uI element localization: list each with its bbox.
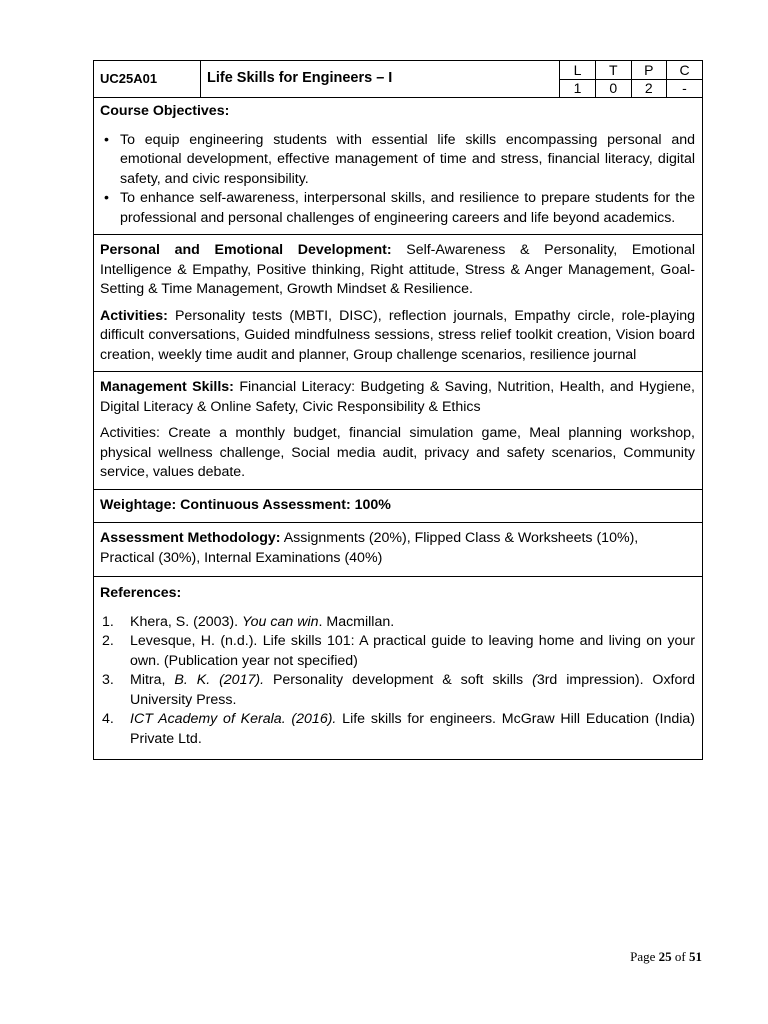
personal-row xyxy=(94,235,703,372)
course-title: Life Skills for Engineers – I xyxy=(201,61,560,98)
assessment-label: Assessment Methodology: xyxy=(100,530,281,546)
assessment-text: Assignments (20%), Flipped Class & Worksheets (10%), Practical (30%), Internal Examinations (40%) xyxy=(100,530,639,566)
ltpc-value-l: 1 xyxy=(573,80,582,97)
references-heading: References: xyxy=(100,585,182,601)
reference-text: 3rd impression). Oxford University Press. xyxy=(130,672,696,708)
reference-item xyxy=(102,632,695,671)
reference-item xyxy=(102,671,696,710)
page-total: 51 xyxy=(689,949,702,964)
ltpc-label-p: P xyxy=(631,61,667,79)
reference-number: 4. xyxy=(102,711,114,727)
personal-activities-label: Activities: xyxy=(100,307,168,324)
reference-number: 1. xyxy=(102,613,114,630)
references-list xyxy=(100,613,695,750)
ltpc-grid xyxy=(560,61,702,97)
references-row xyxy=(94,577,703,760)
weightage-text: Weightage: Continuous Assessment: 100% xyxy=(100,496,391,513)
reference-text: ( xyxy=(532,672,537,688)
weightage-cell xyxy=(94,489,703,523)
objectives-cell xyxy=(94,98,703,235)
management-paragraph xyxy=(100,378,695,417)
personal-activities xyxy=(100,307,695,366)
reference-text: Mitra, xyxy=(130,672,175,688)
ltpc-value-p: 2 xyxy=(631,79,667,97)
page-prefix: Page xyxy=(630,949,659,964)
objectives-heading: Course Objectives: xyxy=(100,103,230,119)
page-number: 25 xyxy=(658,949,672,964)
management-activities: Activities: Create a monthly budget, financial simulation game, Meal planning workshop, physical wellness challenge, Social media audit, privacy and safety scenarios, Community service, values debate. xyxy=(100,425,695,480)
management-text: Financial Literacy: Budgeting & Saving, Nutrition, Health, and Hygiene, Digital Literacy & Online Safety, Civic Responsibility & Ethics xyxy=(100,379,695,415)
reference-number: 3. xyxy=(102,672,114,688)
management-cell xyxy=(94,372,703,490)
objectives-list xyxy=(100,131,695,229)
management-label: Management Skills: xyxy=(100,379,234,395)
personal-text: Self-Awareness & Personality, Emotional Intelligence & Empathy, Positive thinking, Right attitude, Stress & Anger Management, Goal-Setting & Time Management, Growth Mindset & Resilience. xyxy=(100,242,695,297)
course-code: UC25A01 xyxy=(94,61,201,98)
ltpc-label-t: T xyxy=(596,61,632,79)
objective-item: • To equip engineering students with essential life skills encompassing personal and emotional development, effective management of time and stress, financial literacy, digital safety, and civic responsibility. xyxy=(120,131,695,190)
objective-item: • To enhance self-awareness, interpersonal skills, and resilience to prepare students for the professional and personal challenges of engineering careers and life beyond academics. xyxy=(120,189,695,228)
ltpc-cell xyxy=(560,61,703,98)
reference-text: Khera, S. (2003). xyxy=(130,613,242,630)
reference-text: You can win xyxy=(241,613,319,630)
ltpc-value-c: - xyxy=(667,79,703,97)
page-of: of xyxy=(671,949,689,964)
syllabus-page xyxy=(93,60,702,760)
reference-text: Levesque, H. (n.d.). Life skills 101: A practical guide to leaving home and living on your own. (Publication year not specified) xyxy=(130,633,695,669)
ltpc-label-l: L xyxy=(560,61,596,79)
reference-text: Personality development & soft skills xyxy=(264,672,533,688)
objectives-row xyxy=(94,98,703,235)
assessment-cell xyxy=(94,523,703,577)
ltpc-value-t: 0 xyxy=(596,79,632,97)
course-table xyxy=(93,60,703,760)
assessment-row xyxy=(94,523,703,577)
personal-cell xyxy=(94,235,703,372)
course-header-row xyxy=(94,61,703,98)
references-cell xyxy=(94,577,703,760)
management-row xyxy=(94,372,703,490)
reference-number: 2. xyxy=(102,633,114,649)
page-footer xyxy=(630,947,702,967)
personal-label: Personal and Emotional Development: xyxy=(100,242,392,258)
assessment-paragraph xyxy=(100,529,695,568)
reference-text: ICT Academy of Kerala. (2016). xyxy=(130,711,337,727)
reference-item xyxy=(102,710,695,749)
weightage-row xyxy=(94,489,703,523)
ltpc-label-c: C xyxy=(667,61,703,79)
personal-paragraph xyxy=(100,241,695,300)
reference-text: . Macmillan. xyxy=(318,613,395,630)
reference-text: B. K. (2017). xyxy=(174,672,265,688)
personal-activities-text: Personality tests (MBTI, DISC), reflection journals, Empathy circle, role-playing difficult conversations, Guided mindfulness sessions, stress relief toolkit creation, Vision board creation, weekly time audit and planner, Group challenge scenarios, resilience journal xyxy=(100,307,695,363)
reference-item xyxy=(102,613,695,633)
reference-text: Life skills for engineers. McGraw Hill Education (India) Private Ltd. xyxy=(130,711,695,747)
